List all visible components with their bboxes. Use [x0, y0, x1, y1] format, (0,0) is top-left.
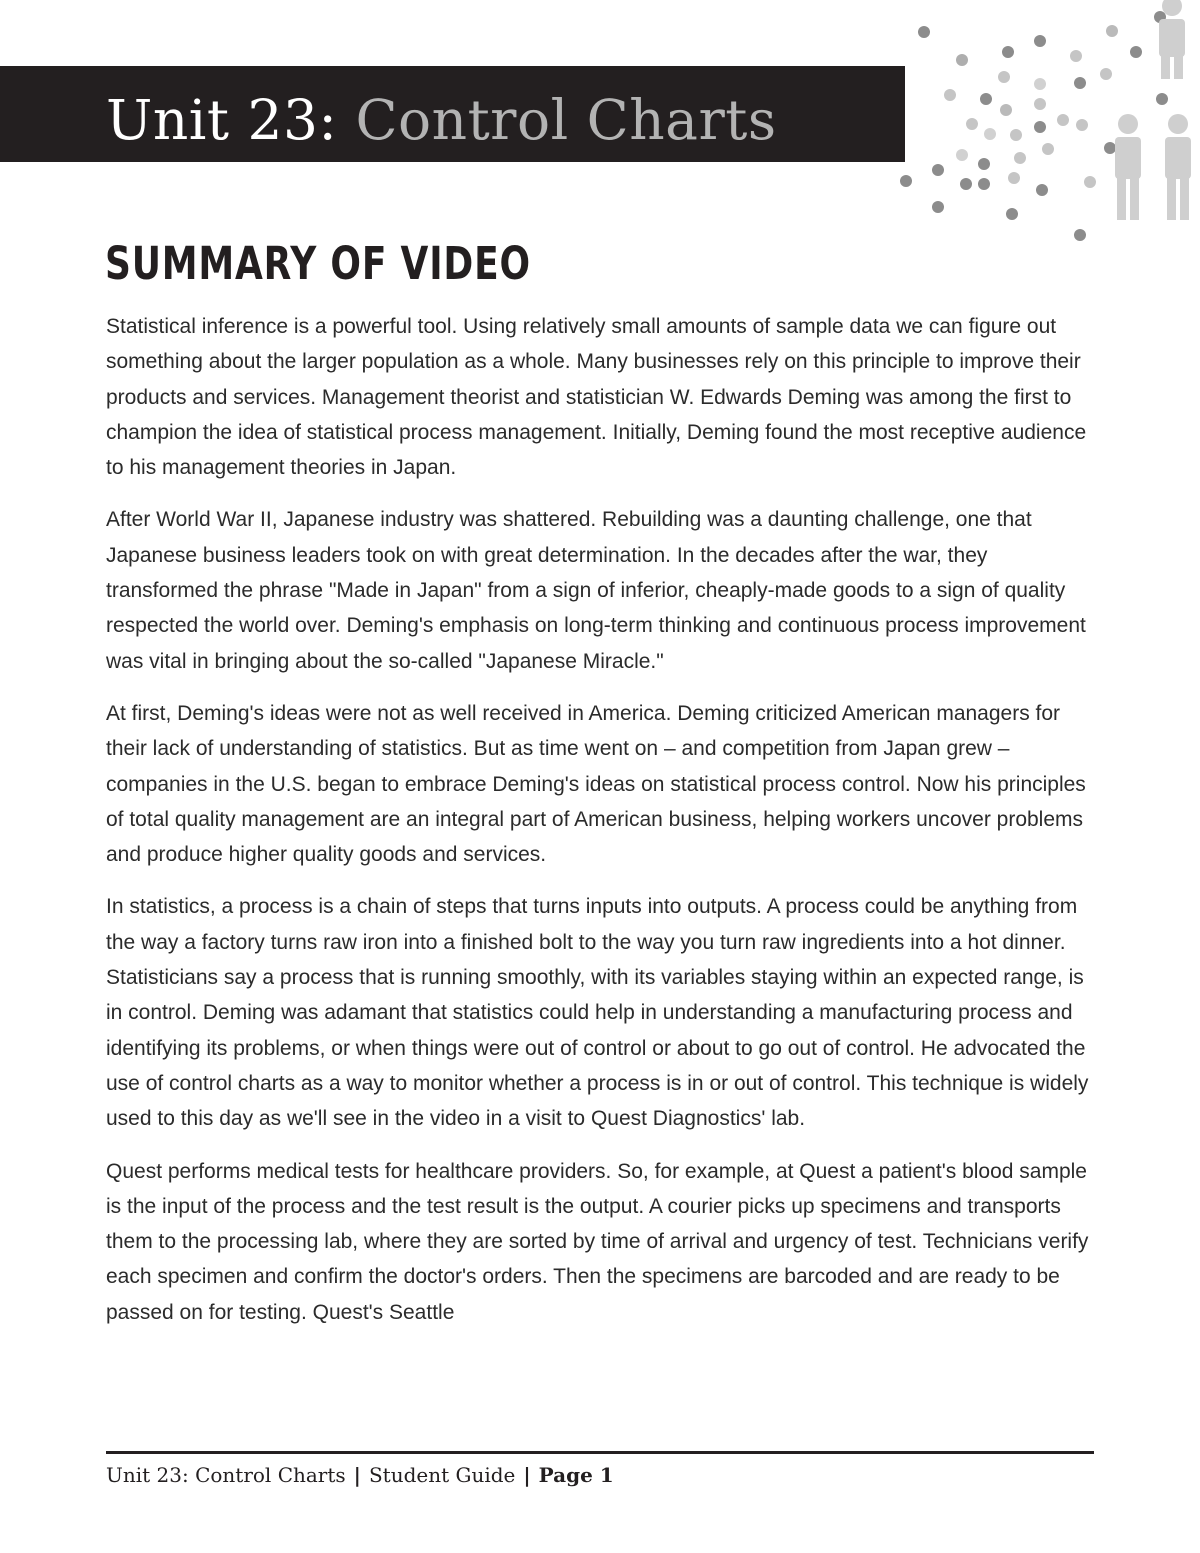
title-topic: Control Charts — [355, 88, 777, 152]
section-heading: SUMMARY OF VIDEO — [105, 237, 531, 290]
person-figure-icon — [1115, 0, 1191, 220]
footer-unit: Unit 23: Control Charts — [106, 1463, 346, 1487]
paragraph: Quest performs medical tests for healthcare providers. So, for example, at Quest a patient's blood sample is the input of the process and the test result is the output. A courier picks up specimens and transports them to the processing lab, where they are sorted by time of arrival and urgency of test. Technicians verify each specimen and confirm the doctor's orders. Then the specimens are barcoded and are ready to be passed on for testing. Quest's Seattle — [106, 1159, 1089, 1324]
paragraph: Statistical inference is a powerful tool. Using relatively small amounts of sample data we can figure out something about the larger population as a whole. Many businesses rely on this principle to improve their products and services. Management theorist and statistician W. Edwards Deming was among the first to champion the idea of statistical process management. Initially, Deming found the most receptive audience to his management theories in Japan. — [106, 315, 1087, 480]
paragraph: At first, Deming's ideas were not as well received in America. Deming criticized American managers for their lack of understanding of statistics. But as time went on – and competition from Japan grew – companies in the U.S. began to embrace Deming's ideas on statistical process control. Now his principles of total quality management are an integral part of American business, helping workers uncover problems and produce higher quality goods and services. — [106, 701, 1086, 867]
footer-separator: | — [353, 1463, 361, 1487]
summary-body — [106, 309, 1096, 1347]
paragraph: In statistics, a process is a chain of steps that turns inputs into outputs. A process could be anything from the way a factory turns raw iron into a finished bolt to the way you turn raw ingredients into a hot dinner. Statisticians say a process that is running smoothly, with its variables staying within an expected range, is in control. Deming was adamant that statistics could help in understanding a manufacturing process and identifying its problems, or when things were out of control or about to go out of control. He advocated the use of control charts as a way to monitor whether a process is in or out of control. This technique is widely used to this day as we'll see in the video in a visit to Quest Diagnostics' lab. — [106, 895, 1089, 1131]
page-title — [106, 80, 777, 160]
footer-separator: | — [523, 1463, 531, 1487]
people-dots-decoration — [880, 0, 1200, 260]
footer-rule — [106, 1451, 1094, 1454]
paragraph: After World War II, Japanese industry was shattered. Rebuilding was a daunting challenge, one that Japanese business leaders took on with great determination. In the decades after the war, they transformed the phrase "Made in Japan" from a sign of inferior, cheaply-made goods to a sign of quality respected the world over. Deming's emphasis on long-term thinking and continuous process improvement was vital in bringing about the so-called "Japanese Miracle." — [106, 508, 1086, 673]
footer-guide: Student Guide — [368, 1463, 516, 1487]
footer-page-number: Page 1 — [538, 1463, 614, 1487]
footer — [106, 1460, 614, 1490]
title-unit: Unit 23: — [106, 88, 338, 152]
